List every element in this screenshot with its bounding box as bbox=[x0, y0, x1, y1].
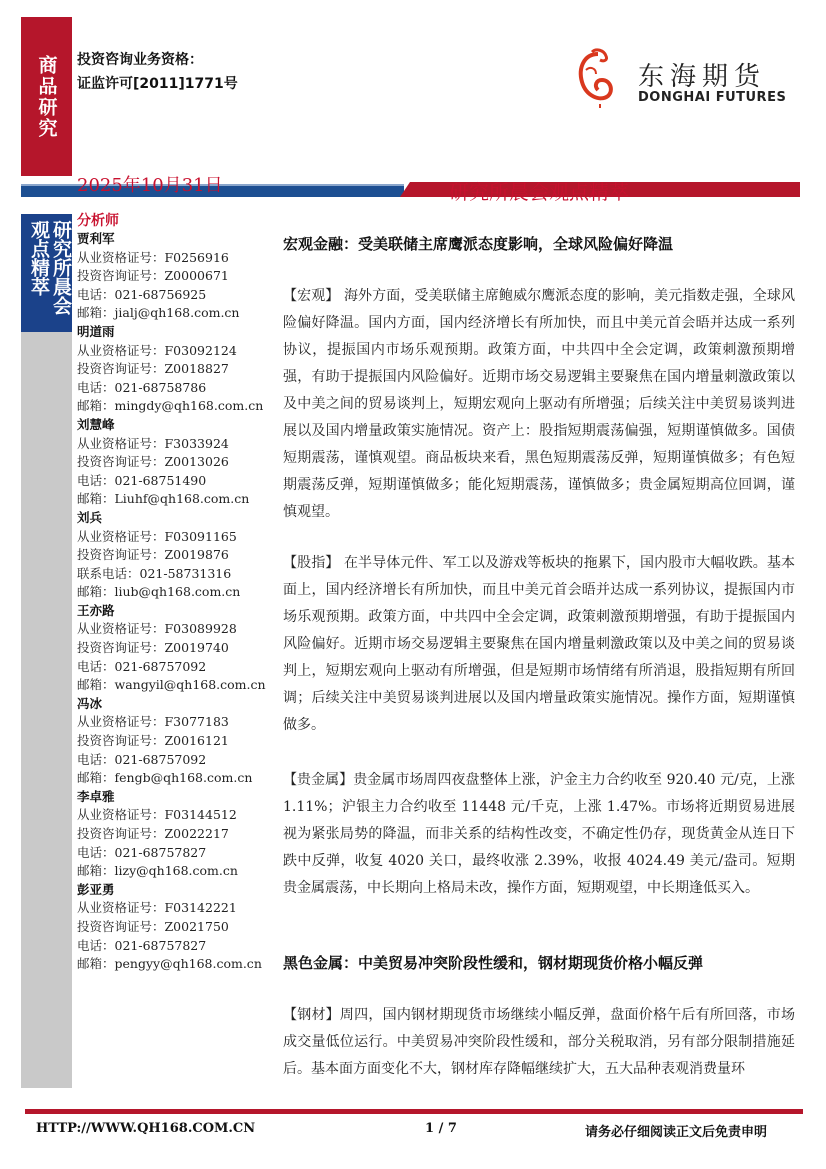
analyst-name: 冯冰 bbox=[77, 695, 103, 711]
category-label: 商品研究 bbox=[35, 54, 58, 139]
analyst-name: 彭亚勇 bbox=[77, 881, 115, 897]
analyst-name: 明道雨 bbox=[77, 323, 115, 339]
analyst-name: 王亦路 bbox=[77, 602, 115, 618]
report-type-box bbox=[21, 214, 72, 332]
analyst-contact-line: 联系电话：021-58731316 bbox=[77, 565, 232, 581]
analyst-email: 邮箱：mingdy@qh168.com.cn bbox=[77, 398, 264, 414]
paragraph-precious-metals: 【贵金属】贵金属市场周四夜盘整体上涨，沪金主力合约收至 920.40 元/克，上涨 1.11%；沪银主力合约收至 11448 元/千克，上涨 1.47%。市场将近期贸易进展视为紧张局势的降温，而非关系的结构性改变，不确定性仍存，现货黄金从连日下跌中反弹，收复 4020 关口，最终收涨 2.39%，收报 4024.49 美元/盎司。短期贵金属震荡，中长期向上格局未改，操作方面，短期观望，中长期逢低买入。 bbox=[283, 772, 795, 896]
qualification-block bbox=[77, 48, 238, 96]
analyst-email: 邮箱：jialj@qh168.com.cn bbox=[77, 305, 240, 321]
footer-divider bbox=[25, 1109, 803, 1114]
analyst-contact-line: 从业资格证号：F03144512 bbox=[77, 807, 237, 823]
analyst-contact-line: 电话：021-68758786 bbox=[77, 379, 207, 395]
analyst-contact-line: 投资咨询证号：Z0022217 bbox=[77, 826, 229, 841]
report-date: 2025年10月31日 bbox=[77, 175, 223, 196]
paragraph-steel: 【钢材】周四，国内钢材期现货市场继续小幅反弹，盘面价格午后有所回落，市场成交量低位运行。中美贸易冲突阶段性缓和，部分关税取消，另有部分限制措施延后。基本面方面变化不大，钢材库存降幅继续扩大，五大品种表观消费量环 bbox=[283, 1007, 795, 1077]
analyst-contact-line: 从业资格证号：F03091165 bbox=[77, 528, 237, 544]
analyst-contact-line: 投资咨询证号：Z0016121 bbox=[77, 733, 229, 749]
logo-english-name: DONGHAI FUTURES bbox=[638, 90, 787, 105]
license-number: 证监许可[2011]1771号 bbox=[77, 76, 238, 92]
analyst-contact-line: 投资咨询证号：Z0019740 bbox=[77, 640, 229, 656]
page-number: 1 / 7 bbox=[425, 1121, 457, 1136]
analyst-contact-line: 投资咨询证号：Z0021750 bbox=[77, 918, 229, 934]
website-link[interactable]: HTTP://WWW.QH168.COM.CN bbox=[36, 1121, 256, 1136]
analyst-email: 邮箱：liub@qh168.com.cn bbox=[77, 584, 241, 600]
analyst-name: 李卓雅 bbox=[77, 788, 115, 804]
analyst-name: 刘慧峰 bbox=[77, 416, 115, 432]
analyst-contact-line: 从业资格证号：F03089928 bbox=[77, 621, 237, 637]
analyst-contact-line: 投资咨询证号：Z0013026 bbox=[77, 454, 229, 470]
analyst-contact-line: 从业资格证号：F3077183 bbox=[77, 714, 229, 730]
analyst-contact-line: 电话：021-68757092 bbox=[77, 751, 207, 767]
analyst-contact-line: 电话：021-68757827 bbox=[77, 844, 207, 860]
analyst-contact-line: 从业资格证号：F3033924 bbox=[77, 435, 229, 451]
dragon-logo-icon bbox=[570, 48, 626, 108]
analyst-name: 贾利军 bbox=[77, 231, 115, 246]
section-heading-ferrous: 黑色金属：中美贸易冲突阶段性缓和，钢材期现货价格小幅反弹 bbox=[283, 954, 704, 972]
analyst-contact-line: 电话：021-68751490 bbox=[77, 472, 207, 488]
analyst-name: 刘兵 bbox=[77, 509, 103, 525]
analyst-contact-line: 电话：021-68757092 bbox=[77, 658, 207, 674]
paragraph-macro: 【宏观】 海外方面，受美联储主席鲍威尔鹰派态度的影响，美元指数走强，全球风险偏好降温。国内方面，国内经济增长有所加快，而且中美元首会晤并达成一系列协议，提振国内市场乐观预期。政策方面，中共四中全会定调，政策刺激预期增强，有助于提振国内风险偏好。近期市场交易逻辑主要聚焦在国内增量刺激政策以及中美之间的贸易谈判上，短期宏观向上驱动有所增强；后续关注中美贸易谈判进展以及国内增量政策实施情况。资产上：股指短期震荡偏强，短期谨慎做多。国债短期震荡，谨慎观望。商品板块来看，黑色短期震荡反弹，短期谨慎做多；有色短期震荡反弹，短期谨慎做多；能化短期震荡，谨慎做多；贵金属短期高位回调，谨慎观望。 bbox=[283, 288, 795, 520]
analyst-contact-line: 投资咨询证号：Z0019876 bbox=[77, 547, 229, 563]
disclaimer-notice: 请务必仔细阅读正文后免责申明 bbox=[585, 1125, 768, 1140]
sidebar-gray-bar bbox=[21, 332, 72, 1088]
analyst-contact-line: 投资咨询证号：Z0000671 bbox=[77, 268, 229, 284]
report-type-label: 研究所晨会观点精萃 bbox=[28, 220, 72, 315]
analyst-contact-line: 投资咨询证号：Z0018827 bbox=[77, 361, 229, 377]
company-logo bbox=[570, 48, 800, 108]
analyst-contact-line: 电话：021-68756925 bbox=[77, 286, 207, 302]
section-heading-macro: 宏观金融：受美联储主席鹰派态度影响，全球风险偏好降温 bbox=[283, 235, 674, 253]
analyst-email: 邮箱：fengb@qh168.com.cn bbox=[77, 770, 253, 786]
analyst-list bbox=[77, 230, 277, 974]
analyst-email: 邮箱：Liuhf@qh168.com.cn bbox=[77, 491, 250, 507]
page-title: 研究所晨会观点精萃 bbox=[449, 180, 629, 204]
logo-chinese-name: 东海期货 bbox=[638, 62, 767, 92]
qualification-line: 投资咨询业务资格： bbox=[77, 52, 203, 68]
paragraph-stock-index: 【股指】 在半导体元件、军工以及游戏等板块的拖累下，国内股市大幅收跌。基本面上，国内经济增长有所加快，而且中美元首会晤并达成一系列协议，提振国内市场乐观预期。政策方面，中共四中全会定调，政策刺激预期增强，有助于提振国内风险偏好。近期市场交易逻辑主要聚焦在国内增量刺激政策以及中美之间的贸易谈判上，短期宏观向上驱动有所增强，但是短期市场情绪有所消退，股指短期有所回调；后续关注中美贸易谈判进展以及国内增量政策实施情况。操作方面，短期谨慎做多。 bbox=[283, 555, 795, 733]
analyst-contact-line: 从业资格证号：F03092124 bbox=[77, 342, 237, 358]
analyst-contact-line: 从业资格证号：F03142221 bbox=[77, 900, 237, 916]
analysts-heading: 分析师 bbox=[77, 213, 119, 229]
analyst-email: 邮箱：lizy@qh168.com.cn bbox=[77, 863, 238, 879]
analyst-contact-line: 电话：021-68757827 bbox=[77, 937, 207, 953]
category-label-box bbox=[21, 17, 72, 176]
analyst-email: 邮箱：wangyil@qh168.com.cn bbox=[77, 677, 266, 693]
analyst-email: 邮箱：pengyy@qh168.com.cn bbox=[77, 956, 262, 972]
analyst-contact-line: 从业资格证号：F0256916 bbox=[77, 249, 229, 265]
